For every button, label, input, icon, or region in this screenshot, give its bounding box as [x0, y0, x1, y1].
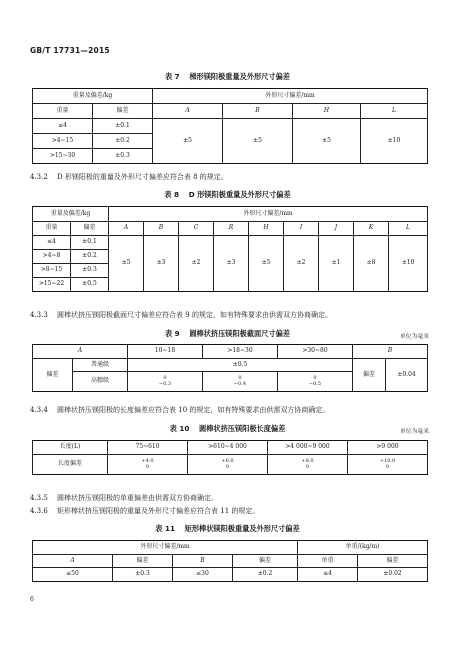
table8-weight: >4~8	[33, 250, 71, 264]
table7-dev: ±0.3	[93, 149, 153, 164]
standard-header: GB/T 17731—2015	[30, 46, 110, 55]
table9-range: 10~18	[128, 345, 203, 359]
table10-caption: 表 10 圆棒状挤压镁阳极长度偏差	[169, 424, 286, 433]
page-number: 6	[30, 596, 34, 603]
table10-dev: +8.0 0	[268, 455, 348, 475]
table8-val: ±2	[284, 236, 319, 292]
table9-b-header: B	[353, 345, 428, 359]
table11-val: ≤4	[298, 568, 358, 582]
table8-col: R	[214, 222, 249, 236]
table7	[32, 88, 428, 164]
table7-weight: >4~15	[33, 134, 93, 149]
table9-dev-label: 偏差	[33, 359, 73, 392]
table7-col-b: B	[223, 104, 293, 119]
table8-dev: ±0.5	[71, 278, 109, 292]
table8-weight: ≤4	[33, 236, 71, 250]
paragraph-4-3-3: 4.3.3 圆棒状挤压镁阳极截面尺寸偏差应符合表 9 的规定，如有特殊要求由供需双方协商确定。	[30, 311, 332, 319]
table8-weight-header: 重量及偏差/kg	[33, 207, 109, 222]
paragraph-4-3-5: 4.3.5 圆棒状挤压镁阳极的单重偏差由供需双方协商确定。	[30, 494, 219, 502]
table9-high-label: 高精级	[73, 372, 128, 392]
table7-val-l: ±10	[361, 119, 428, 164]
table8-col: I	[284, 222, 319, 236]
table7-col-h: H	[293, 104, 361, 119]
table9-a-header: A	[33, 345, 128, 359]
table10-dev-header: 长度偏差	[33, 455, 108, 475]
table7-dim-header: 外形尺寸偏差/mm	[153, 89, 428, 104]
table7-dev-col: 偏差	[93, 104, 153, 119]
table11-col: 偏差	[358, 555, 428, 568]
table9-normal-value: ±0.5	[128, 359, 353, 372]
table7-dev: ±0.1	[93, 119, 153, 134]
table8-dev: ±0.2	[71, 250, 109, 264]
table9-high-value: 0 −0.4	[203, 372, 278, 392]
table11-val: ±0.3	[113, 568, 173, 582]
table7-weight: >15~30	[33, 149, 93, 164]
table8-col: L	[389, 222, 428, 236]
table8-val: ±5	[249, 236, 284, 292]
table7-weight-header: 重量及偏差/kg	[33, 89, 153, 104]
table8-caption: 表 8 D 形镁阳极重量及外形尺寸偏差	[164, 190, 291, 199]
table8-val: ±1	[319, 236, 354, 292]
table9	[32, 344, 428, 392]
table8-col: J	[319, 222, 354, 236]
table8-val: ±3	[214, 236, 249, 292]
table11-col: 偏差	[233, 555, 298, 568]
table8-weight: >8~15	[33, 264, 71, 278]
table11-val: ≤30	[173, 568, 233, 582]
table9-high-value: 0 −0.5	[278, 372, 353, 392]
table8-col: H	[249, 222, 284, 236]
table10-range: >610~4 000	[188, 441, 268, 455]
table11-col: B	[173, 555, 233, 568]
table10-range: >9 000	[348, 441, 428, 455]
table10-range: 75~610	[108, 441, 188, 455]
table11-val: ≤50	[33, 568, 113, 582]
table8-dev: ±0.3	[71, 264, 109, 278]
table9-range: >30~80	[278, 345, 353, 359]
table8-val: ±10	[389, 236, 428, 292]
table11-unit-weight-header: 单重/(kg/m)	[298, 541, 428, 555]
table11-col: 偏差	[113, 555, 173, 568]
table11-col: 单重	[298, 555, 358, 568]
table9-range: >18~30	[203, 345, 278, 359]
table11-col: A	[33, 555, 113, 568]
table11-val: ±0.02	[358, 568, 428, 582]
paragraph-4-3-6: 4.3.6 矩形棒状挤压镁阳极的重量及外形尺寸偏差应符合表 11 的规定。	[30, 507, 260, 515]
table8	[32, 206, 428, 292]
table10-dev: +4.0 0	[108, 455, 188, 475]
table7-weight-col: 重量	[33, 104, 93, 119]
table11-caption: 表 11 矩形棒状镁阳极重量及外形尺寸偏差	[155, 524, 300, 533]
table8-dim-header: 外形尺寸偏差/mm	[109, 207, 428, 222]
table10-range: >4 000~9 000	[268, 441, 348, 455]
table8-dev-col: 偏差	[71, 222, 109, 236]
table8-val: ±3	[144, 236, 179, 292]
table7-dev: ±0.2	[93, 134, 153, 149]
table8-val: ±8	[354, 236, 389, 292]
table10-length-header: 长度(L)	[33, 441, 108, 455]
table11-dim-header: 外形尺寸偏差/mm	[33, 541, 298, 555]
table7-caption: 表 7 梯形镁阳极重量及外形尺寸偏差	[164, 72, 290, 81]
table8-weight: >15~22	[33, 278, 71, 292]
table8-weight-col: 重量	[33, 222, 71, 236]
table7-val-b: ±5	[223, 119, 293, 164]
table10	[32, 440, 428, 475]
table8-col: C	[179, 222, 214, 236]
table11	[32, 540, 428, 582]
table7-weight: ≤4	[33, 119, 93, 134]
table9-unit: 单位为毫米	[400, 334, 429, 340]
table10-unit: 单位为毫米	[400, 429, 429, 435]
table9-caption: 表 9 圆棒状挤压镁阳极截面尺寸偏差	[164, 329, 290, 338]
table8-col: K	[354, 222, 389, 236]
table8-val: ±5	[109, 236, 144, 292]
table8-dev: ±0.1	[71, 236, 109, 250]
table9-normal-label: 普通级	[73, 359, 128, 372]
table10-dev: +10.0 0	[348, 455, 428, 475]
table9-high-value: 0 −0.3	[128, 372, 203, 392]
paragraph-4-3-4: 4.3.4 圆棒状挤压镁阳极的长度偏差应符合表 10 的规定，如有特殊要求由供需双方协商确定。	[30, 406, 330, 414]
table7-val-a: ±5	[153, 119, 223, 164]
table10-dev: +6.0 0	[188, 455, 268, 475]
table9-b-dev-label: 偏差	[353, 359, 386, 392]
table9-b-dev-value: ±0.04	[386, 359, 428, 392]
table8-val: ±2	[179, 236, 214, 292]
table7-col-l: L	[361, 104, 428, 119]
table8-col: B	[144, 222, 179, 236]
table7-col-a: A	[153, 104, 223, 119]
paragraph-4-3-2: 4.3.2 D 形镁阳极的重量及外形尺寸偏差应符合表 8 的规定。	[30, 173, 228, 181]
table7-val-h: ±5	[293, 119, 361, 164]
table11-val: ±0.2	[233, 568, 298, 582]
table8-col: A	[109, 222, 144, 236]
